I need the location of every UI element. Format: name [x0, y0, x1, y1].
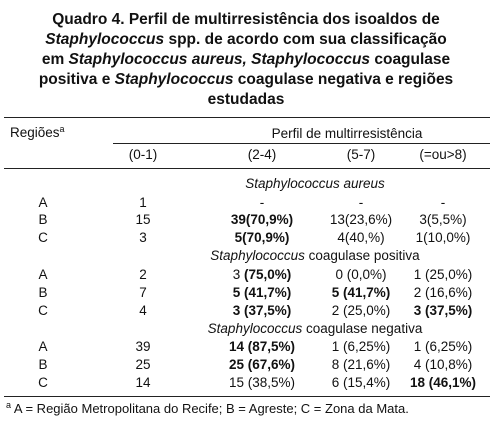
cell-0-1: 1	[139, 195, 147, 210]
cell-0-1: 7	[139, 285, 147, 300]
row-region: A	[38, 267, 48, 282]
cell-0-1: 3	[139, 230, 147, 245]
title-line-4: positiva e Staphylococcus coagulase negativa e regiões	[38, 71, 454, 88]
footnote: $^a$ A = Região Metropolitana do Recife; B = Agreste; C = Zona da Mata.	[6, 400, 409, 416]
cell-2-4: 3 (75,0%)	[232, 267, 292, 282]
cell-0-1: 4	[139, 303, 147, 318]
title-line-3: em Staphylococcus aureus, Staphylococcus coagulase	[41, 51, 451, 68]
row-region: A	[38, 339, 48, 354]
cell-8plus: 1 (25,0%)	[413, 267, 473, 282]
cell-2-4: 15 (38,5%)	[228, 375, 296, 390]
col-header-8plus: (=ou>8)	[419, 147, 467, 162]
row-region: B	[38, 285, 48, 300]
row-region: B	[38, 212, 48, 227]
cell-0-1: 14	[135, 375, 151, 390]
cell-8plus: 3 (37,5%)	[413, 303, 473, 318]
cell-8plus: 1 (6,25%)	[413, 339, 473, 354]
row-region: C	[38, 375, 48, 390]
section-title-positiva: Staphylococcus coagulase positiva	[210, 248, 420, 263]
top-rule	[4, 117, 490, 118]
bottom-rule	[4, 396, 490, 397]
title-line-5: estudadas	[207, 91, 285, 108]
table-title	[4, 10, 488, 110]
title-line-1: Quadro 4. Perfil de multirresistência dos isoaldos de	[52, 11, 440, 28]
cell-0-1: 25	[135, 357, 151, 372]
cell-5-7: 4(40,%)	[337, 230, 385, 245]
cell-2-4: 3 (37,5%)	[232, 303, 292, 318]
row-region: B	[38, 357, 48, 372]
header-perfil: Perfil de multirresistência	[271, 126, 423, 141]
cell-5-7: 8 (21,6%)	[331, 357, 391, 372]
cell-8plus: 1(10,0%)	[415, 230, 471, 245]
section-title-aureus: Staphylococcus aureus	[245, 176, 385, 191]
row-region: C	[38, 303, 48, 318]
title-line-2: Staphylococcus spp. de acordo com sua classificação	[45, 31, 447, 48]
header-bottom-rule	[4, 168, 490, 169]
section-title-negativa: Staphylococcus coagulase negativa	[207, 321, 423, 336]
cell-2-4: 14 (87,5%)	[228, 339, 296, 354]
col-header-2-4: (2-4)	[247, 147, 277, 162]
cell-2-4: 39(70,9%)	[230, 212, 294, 227]
cell-8plus: -	[440, 195, 446, 210]
col-header-5-7: (5-7)	[346, 147, 376, 162]
cell-2-4: 5(70,9%)	[234, 230, 290, 245]
cell-5-7: 1 (6,25%)	[331, 339, 391, 354]
cell-5-7: 2 (25,0%)	[331, 303, 391, 318]
header-regioes: Regiões$^a$	[10, 124, 65, 140]
cell-0-1: 39	[135, 339, 151, 354]
row-region: A	[38, 195, 48, 210]
row-region: C	[38, 230, 48, 245]
cell-8plus: 3(5,5%)	[419, 212, 467, 227]
cell-8plus: 2 (16,6%)	[413, 285, 473, 300]
cell-8plus: 18 (46,1%)	[409, 375, 477, 390]
cell-5-7: 6 (15,4%)	[331, 375, 391, 390]
cell-2-4: 25 (67,6%)	[228, 357, 296, 372]
cell-0-1: 15	[135, 212, 151, 227]
header-subrule	[113, 143, 490, 144]
cell-5-7: -	[358, 195, 364, 210]
cell-5-7: 13(23,6%)	[329, 212, 393, 227]
col-header-0-1: (0-1)	[128, 147, 158, 162]
cell-8plus: 4 (10,8%)	[413, 357, 473, 372]
cell-2-4: -	[259, 195, 265, 210]
cell-2-4: 5 (41,7%)	[232, 285, 292, 300]
cell-0-1: 2	[139, 267, 147, 282]
cell-5-7: 0 (0,0%)	[335, 267, 387, 282]
cell-5-7: 5 (41,7%)	[331, 285, 391, 300]
